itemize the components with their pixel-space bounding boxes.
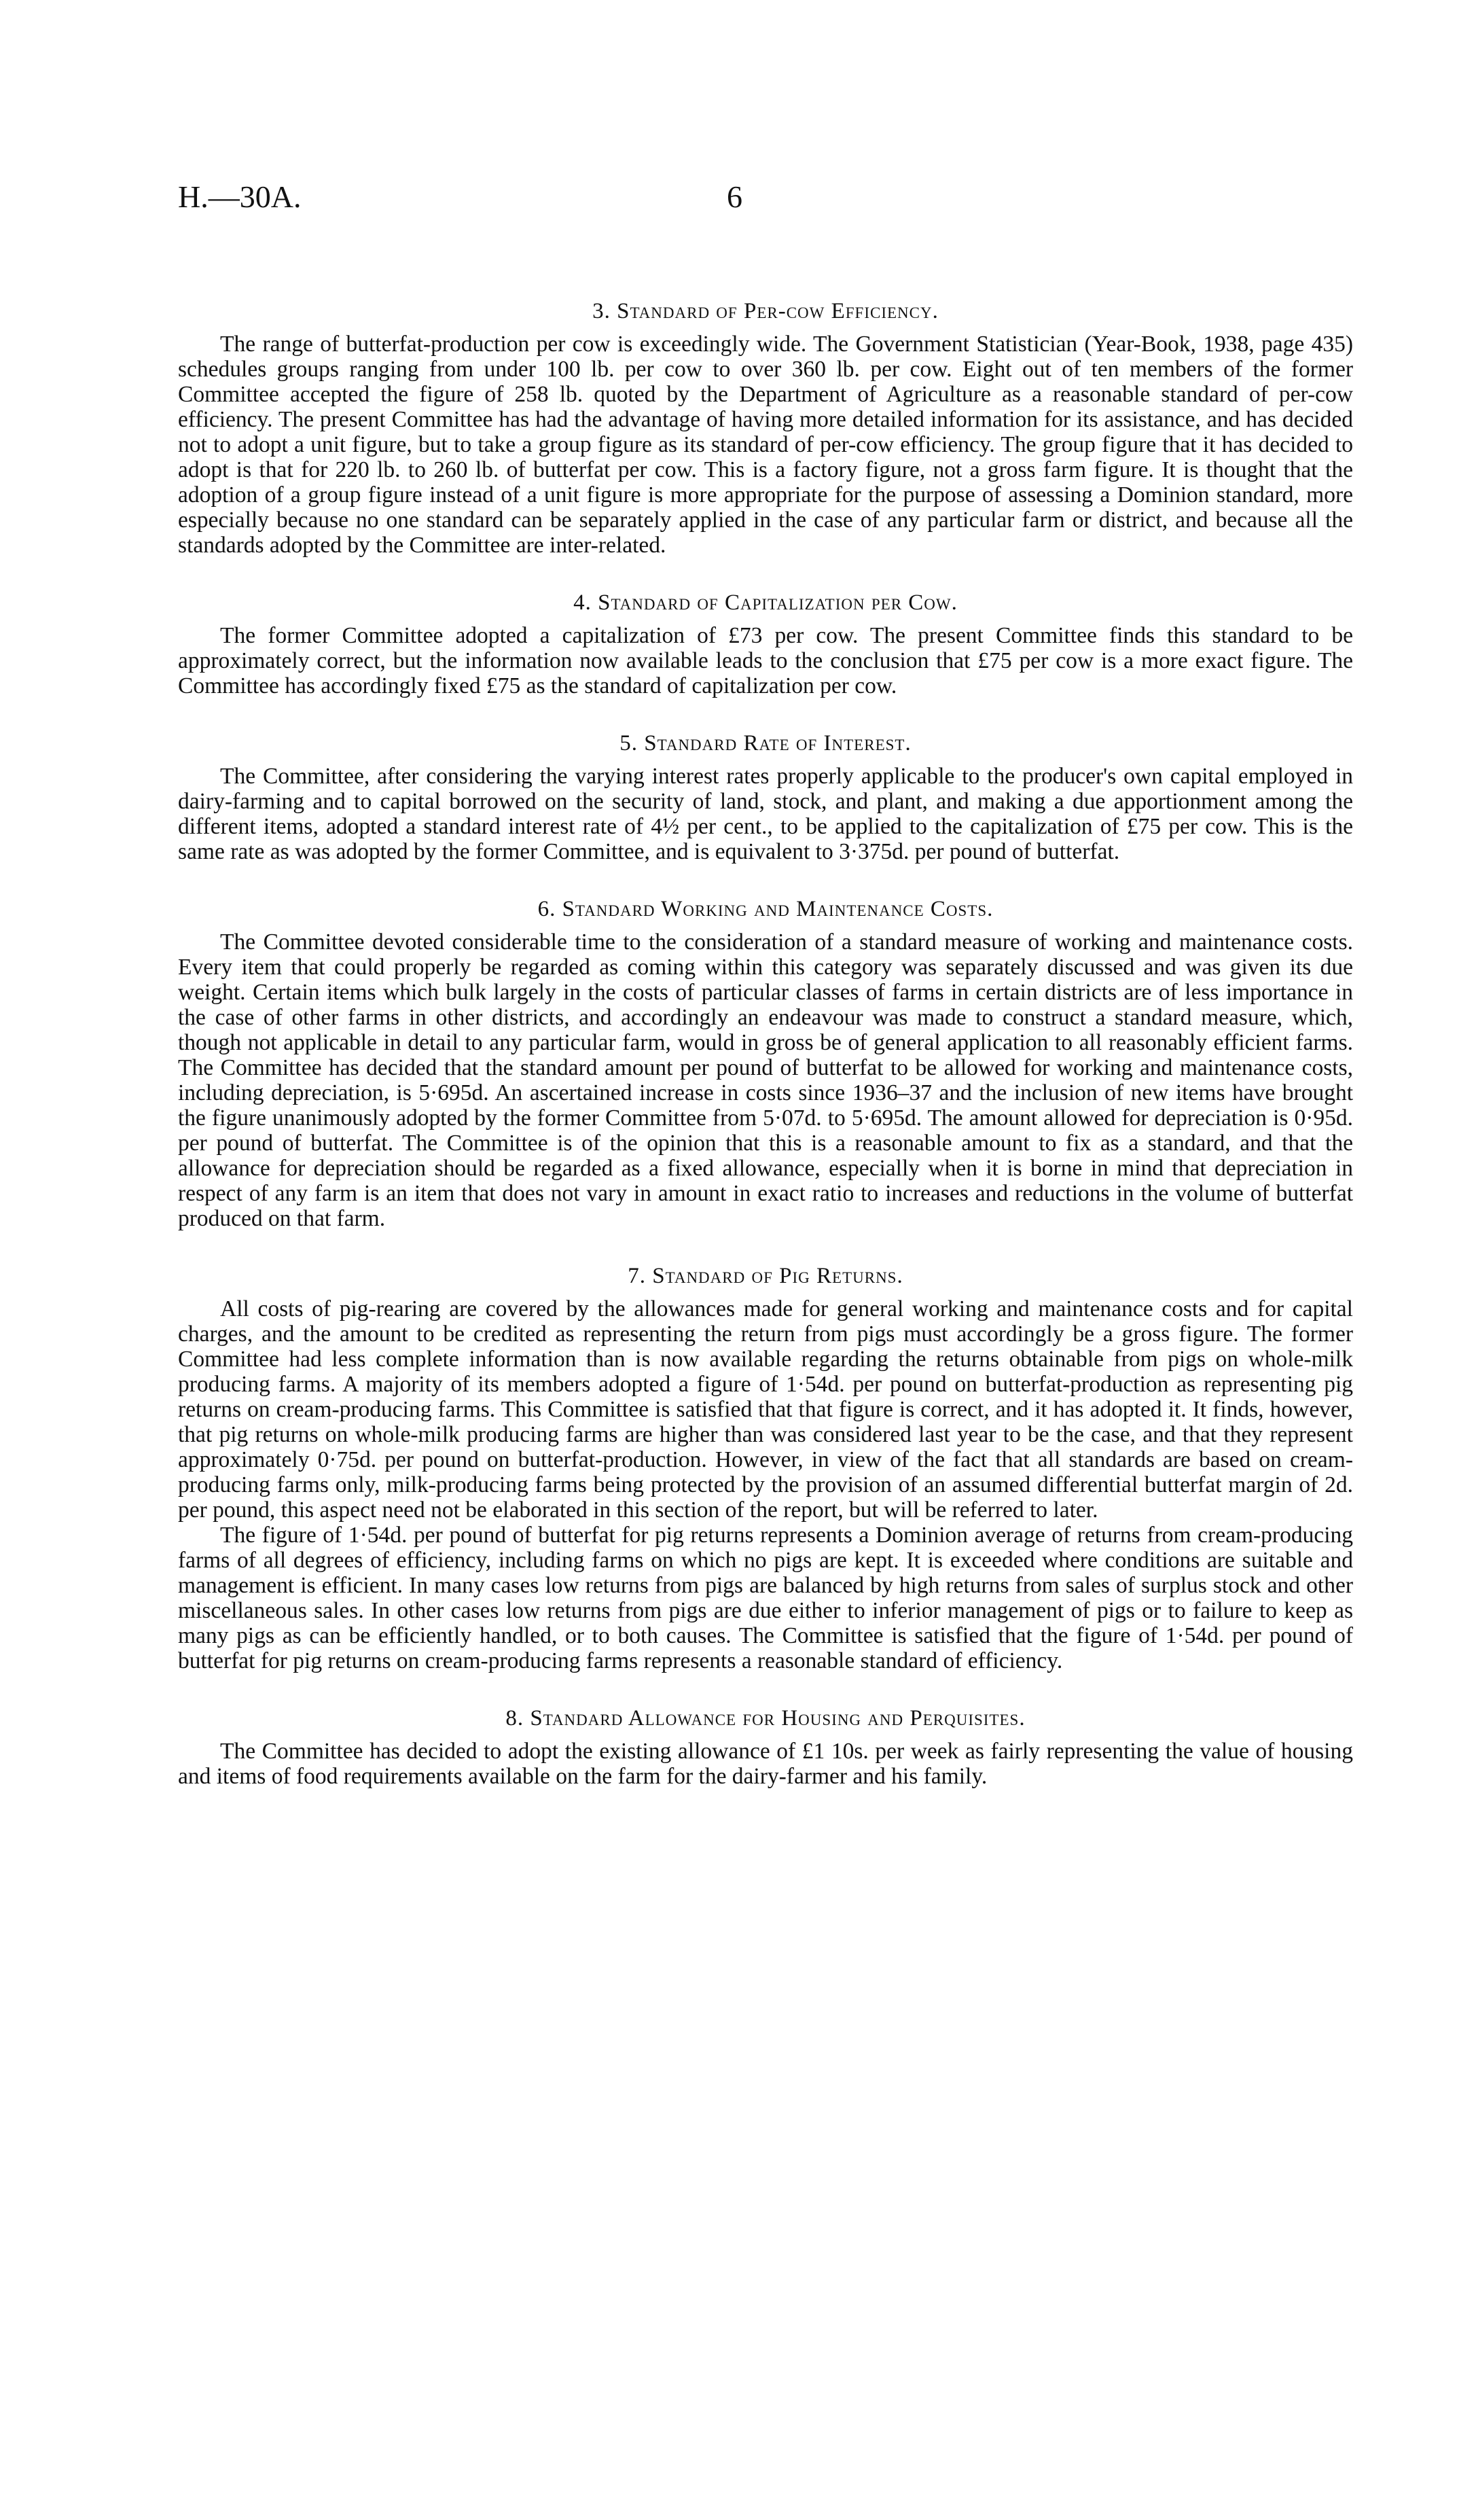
section-per-cow-efficiency	[178, 298, 1353, 558]
section-capitalization	[178, 589, 1353, 698]
section-heading: 7. Standard of Pig Returns.	[628, 1264, 903, 1288]
document-body	[178, 226, 1353, 1902]
section-heading: 3. Standard of Per-cow Efficiency.	[592, 299, 939, 323]
paragraph: The range of butterfat-production per cow is exceedingly wide. The Government Statistician (Year-Book, 1938, page 435) schedules groups ranging from under 100 lb. per cow to over 360 lb. per cow. Eight out of ten members of the former Committee accepted the figure of 258 lb. quoted by the Department of Agriculture as a reasonable standard of per-cow efficiency. The present Committee has had the advantage of having more detailed information for its assistance, and has decided not to adopt a unit figure, but to take a group figure as its standard of per-cow efficiency. The group figure that it has decided to adopt is that for 220 lb. to 260 lb. of butterfat per cow. This is a factory figure, not a gross farm figure. It is thought that the adoption of a group figure instead of a unit figure is more appropriate for the purpose of assessing a Dominion standard, more especially because no one standard can be separately applied in the case of any particular farm or district, and because all the standards adopted by the Committee are inter-related.	[178, 332, 1353, 558]
paragraph: The figure of 1·54d. per pound of butterfat for pig returns represents a Dominion average of returns from cream-producing farms of all degrees of efficiency, including farms on which no pigs are kept. It is exceeded where conditions are suitable and management is efficient. In many cases low returns from pigs are balanced by high returns from sales of surplus stock and other miscellaneous sales. In other cases low returns from pigs are due either to inferior management of pigs or to failure to keep as many pigs as can be efficiently handled, or to both causes. The Committee is satisfied that the figure of 1·54d. per pound of butterfat for pig returns on cream-producing farms represents a reasonable standard of efficiency.	[178, 1523, 1353, 1673]
page-number: 6	[727, 179, 742, 214]
section-heading: 4. Standard of Capitalization per Cow.	[573, 590, 958, 615]
section-pig-returns	[178, 1262, 1353, 1673]
section-interest-rate	[178, 730, 1353, 864]
section-working-costs	[178, 895, 1353, 1231]
document-id: H.—30A.	[178, 179, 302, 214]
section-heading: 5. Standard Rate of Interest.	[619, 731, 912, 756]
paragraph: All costs of pig-rearing are covered by the allowances made for general working and maintenance costs and for capital charges, and the amount to be credited as representing the return from pigs must accordingly be a gross figure. The former Committee had less complete information than is now available regarding the returns obtainable from pigs on whole-milk producing farms. A majority of its members adopted a figure of 1·54d. per pound on butterfat-production as representing pig returns on cream-producing farms. This Committee is satisfied that that figure is correct, and it has adopted it. It finds, however, that pig returns on whole-milk producing farms are higher than was considered last year to be the case, and that they represent approximately 0·75d. per pound on butterfat-production. However, in view of the fact that all standards are based on cream-producing farms only, milk-producing farms being protected by the provision of an assumed differential butterfat margin of 2d. per pound, this aspect need not be elaborated in this section of the report, but will be referred to later.	[178, 1296, 1353, 1523]
paragraph: The former Committee adopted a capitalization of £73 per cow. The present Committee finds this standard to be approximately correct, but the information now available leads to the conclusion that £75 per cow is a more exact figure. The Committee has accordingly fixed £75 as the standard of capitalization per cow.	[178, 623, 1353, 698]
header-spacer	[0, 0, 1476, 226]
section-heading: 6. Standard Working and Maintenance Costs.	[537, 897, 994, 921]
section-heading: 8. Standard Allowance for Housing and Perquisites.	[505, 1706, 1026, 1731]
paragraph: The Committee devoted considerable time to the consideration of a standard measure of working and maintenance costs. Every item that could properly be regarded as coming within this category was separately discussed and was given its due weight. Certain items which bulk largely in the costs of particular classes of farms in certain districts are of less importance in the case of other farms in other districts, and accordingly an endeavour was made to construct a standard measure, which, though not applicable in detail to any particular farm, would in gross be of general application to all reasonably efficient farms. The Committee has decided that the standard amount per pound of butterfat to be allowed for working and maintenance costs, including depreciation, is 5·695d. An ascertained increase in costs since 1936–37 and the inclusion of new items have brought the figure unanimously adopted by the former Committee from 5·07d. to 5·695d. The amount allowed for depreciation is 0·95d. per pound of butterfat. The Committee is of the opinion that this is a reasonable amount to fix as a standard, and that the allowance for depreciation should be regarded as a fixed allowance, especially when it is borne in mind that depreciation in respect of any farm is an item that does not vary in amount in exact ratio to increases and reductions in the volume of butterfat produced on that farm.	[178, 929, 1353, 1231]
section-housing-allowance	[178, 1705, 1353, 1789]
paragraph: The Committee has decided to adopt the existing allowance of £1 10s. per week as fairly representing the value of housing and items of food requirements available on the farm for the dairy-farmer and his family.	[178, 1739, 1353, 1789]
paragraph: The Committee, after considering the varying interest rates properly applicable to the producer's own capital employed in dairy-farming and to capital borrowed on the security of land, stock, and plant, and making a due apportionment among the different items, adopted a standard interest rate of 4½ per cent., to be applied to the capitalization of £75 per cow. This is the same rate as was adopted by the former Committee, and is equivalent to 3·375d. per pound of butterfat.	[178, 764, 1353, 864]
